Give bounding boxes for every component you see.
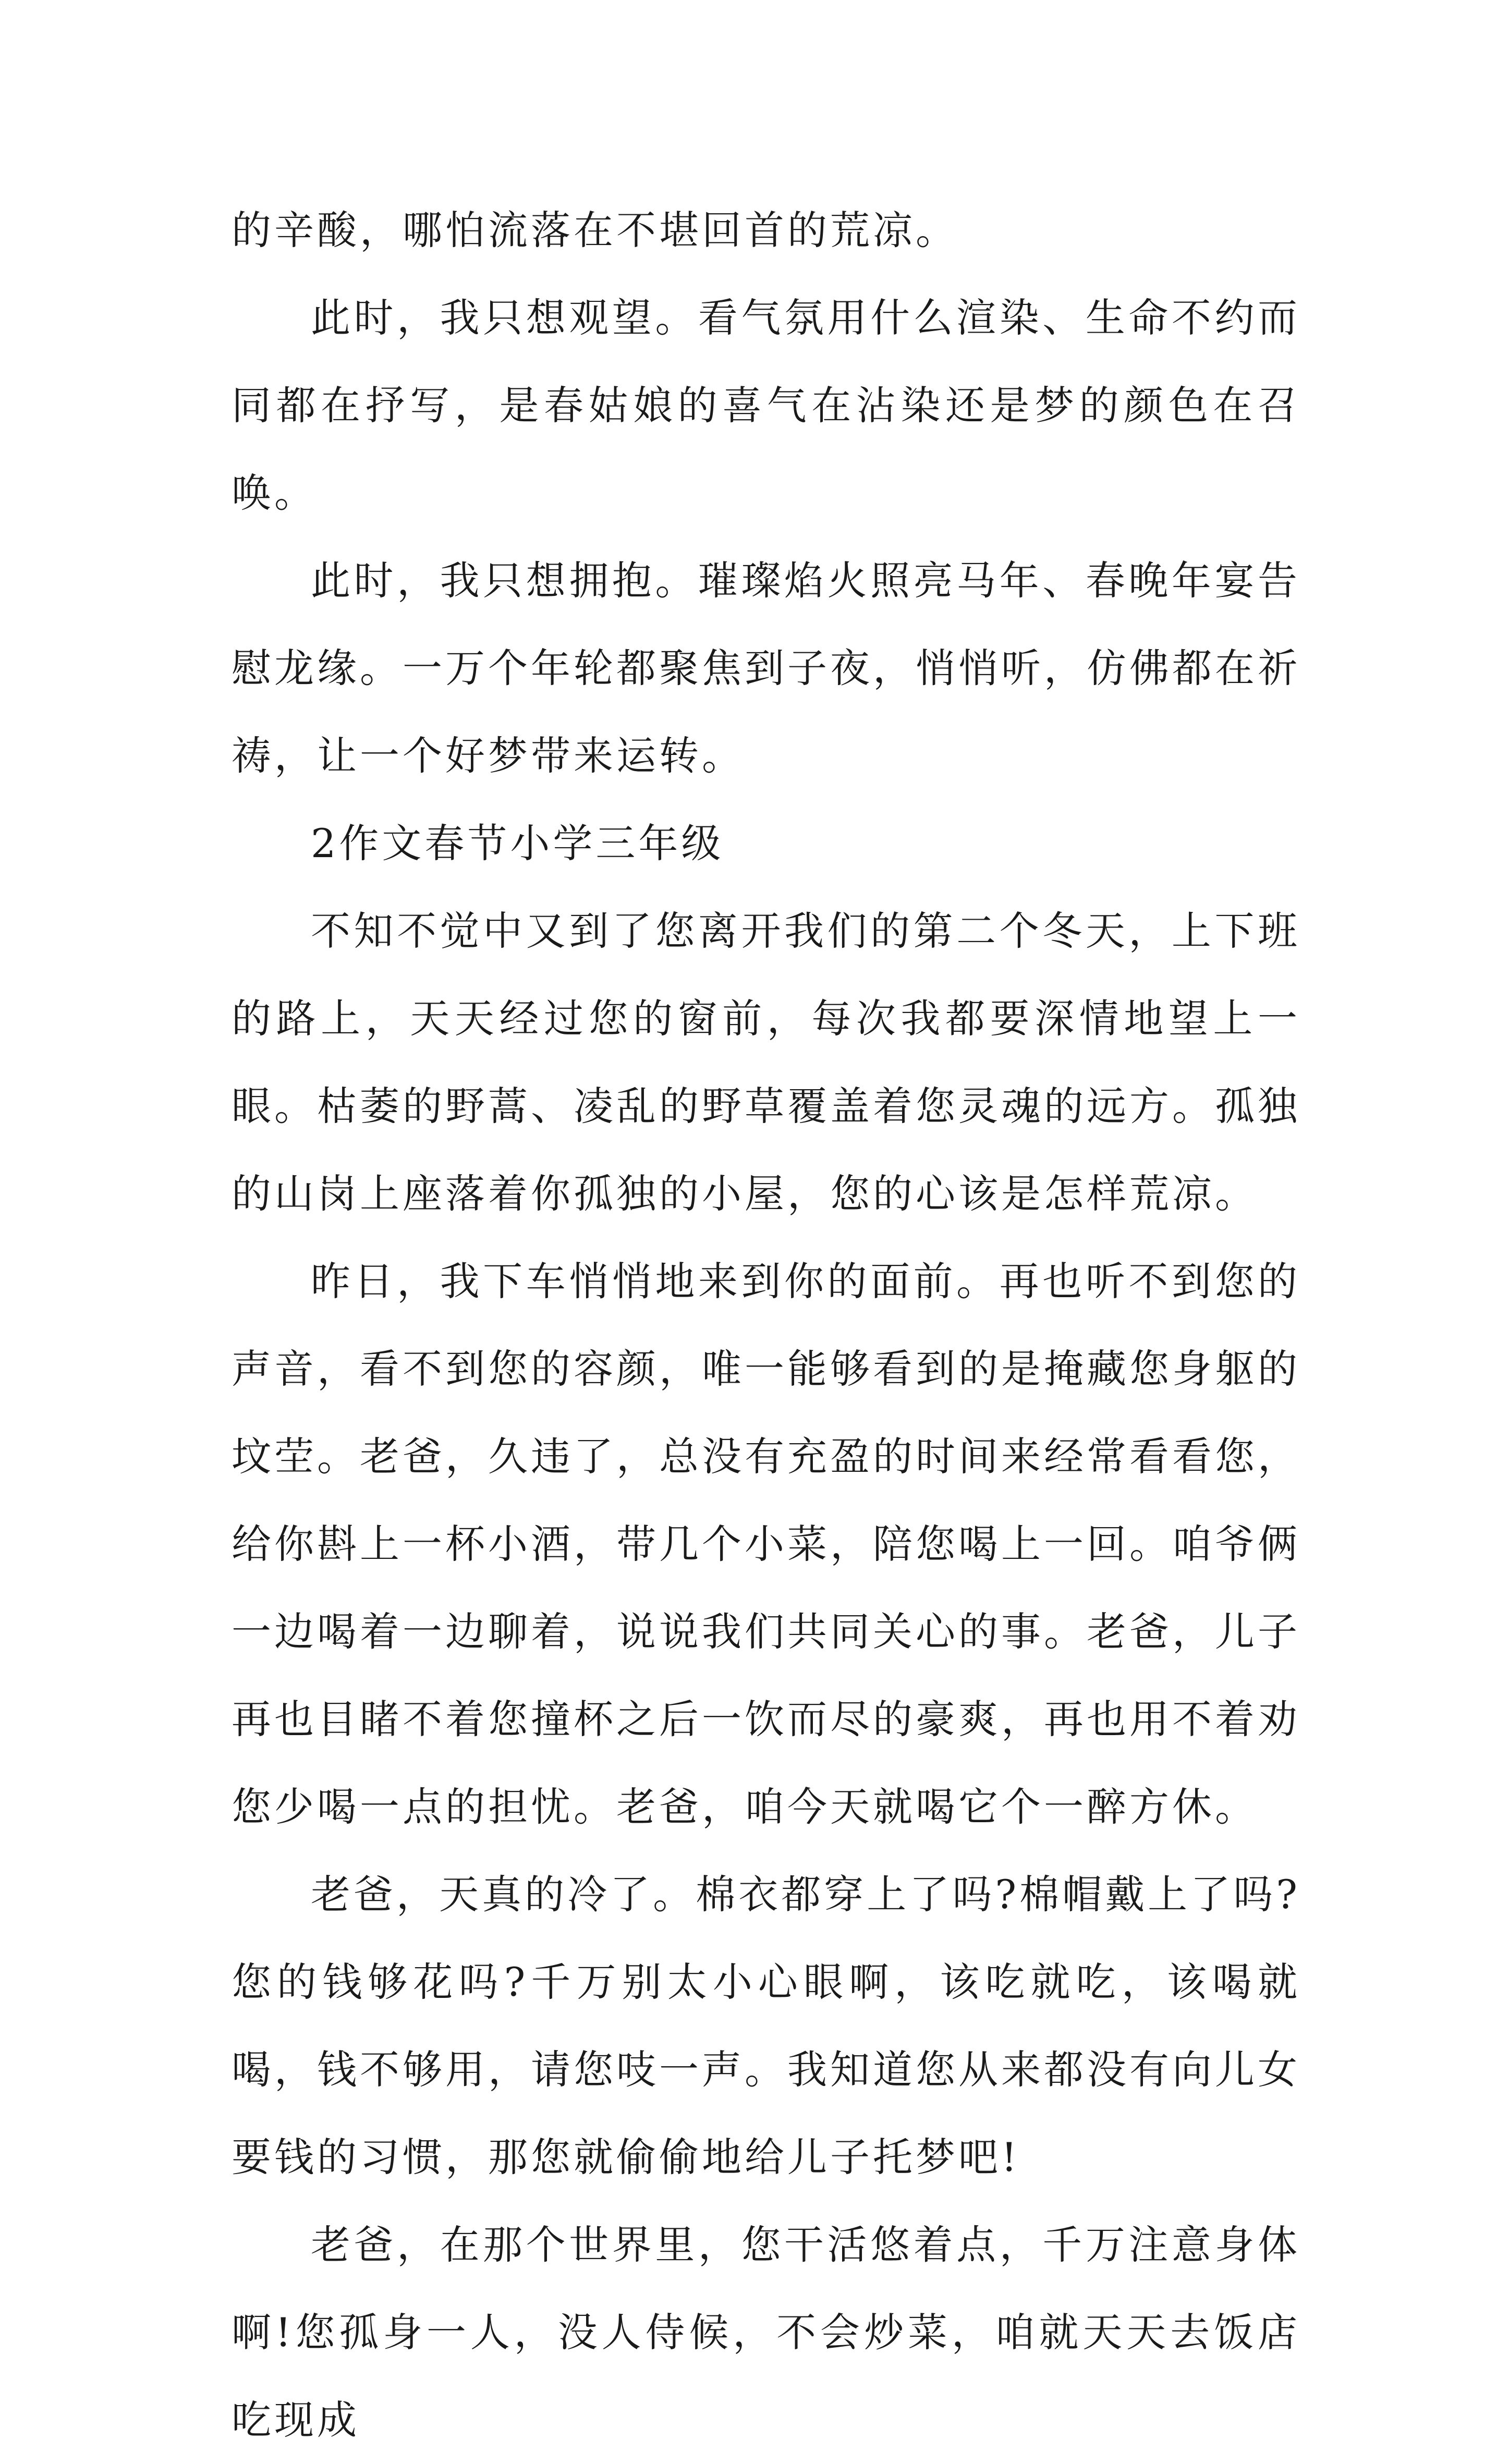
paragraph: 不知不觉中又到了您离开我们的第二个冬天，上下班的路上，天天经过您的窗前，每次我都要深情地望上一眼。枯萎的野蒿、凌乱的野草覆盖着您灵魂的远方。孤独的山岗上座落着你孤独的小屋，您的心该是怎样荒凉。 (232, 908, 1300, 1217)
paragraph: 老爸，在那个世界里，您干活悠着点，千万注意身体啊!您孤身一人，没人侍候，不会炒菜，咱就天天去饭店吃现成 (232, 2222, 1300, 2443)
paragraph: 此时，我只想观望。看气氛用什么渲染、生命不约而同都在抒写，是春姑娘的喜气在沾染还是梦的颜色在召唤。 (232, 295, 1300, 516)
paragraph: 昨日，我下车悄悄地来到你的面前。再也听不到您的声音，看不到您的容颜，唯一能够看到的是掩藏您身躯的坟茔。老爸，久违了，总没有充盈的时间来经常看看您，给你斟上一杯小酒，带几个小菜，陪您喝上一回。咱爷俩一边喝着一边聊着，说说我们共同关心的事。老爸，儿子再也目睹不着您撞杯之后一饮而尽的豪爽，再也用不着劝您少喝一点的担忧。老爸，咱今天就喝它个一醉方休。 (232, 1258, 1300, 1830)
paragraph: 此时，我只想拥抱。璀璨焰火照亮马年、春晚年宴告慰龙缘。一万个年轮都聚焦到子夜，悄悄听，仿佛都在祈祷，让一个好梦带来运转。 (232, 557, 1300, 779)
document-body (232, 187, 1300, 2464)
paragraph-continuation: 的辛酸，哪怕流落在不堪回首的荒凉。 (232, 207, 958, 253)
section-heading: 2作文春节小学三年级 (311, 820, 724, 867)
paragraph: 老爸，天真的冷了。棉衣都穿上了吗?棉帽戴上了吗?您的钱够花吗?千万别太小心眼啊，该吃就吃，该喝就喝，钱不够用，请您吱一声。我知道您从来都没有向儿女要钱的习惯，那您就偷偷地给儿子托梦吧! (232, 1871, 1300, 2180)
